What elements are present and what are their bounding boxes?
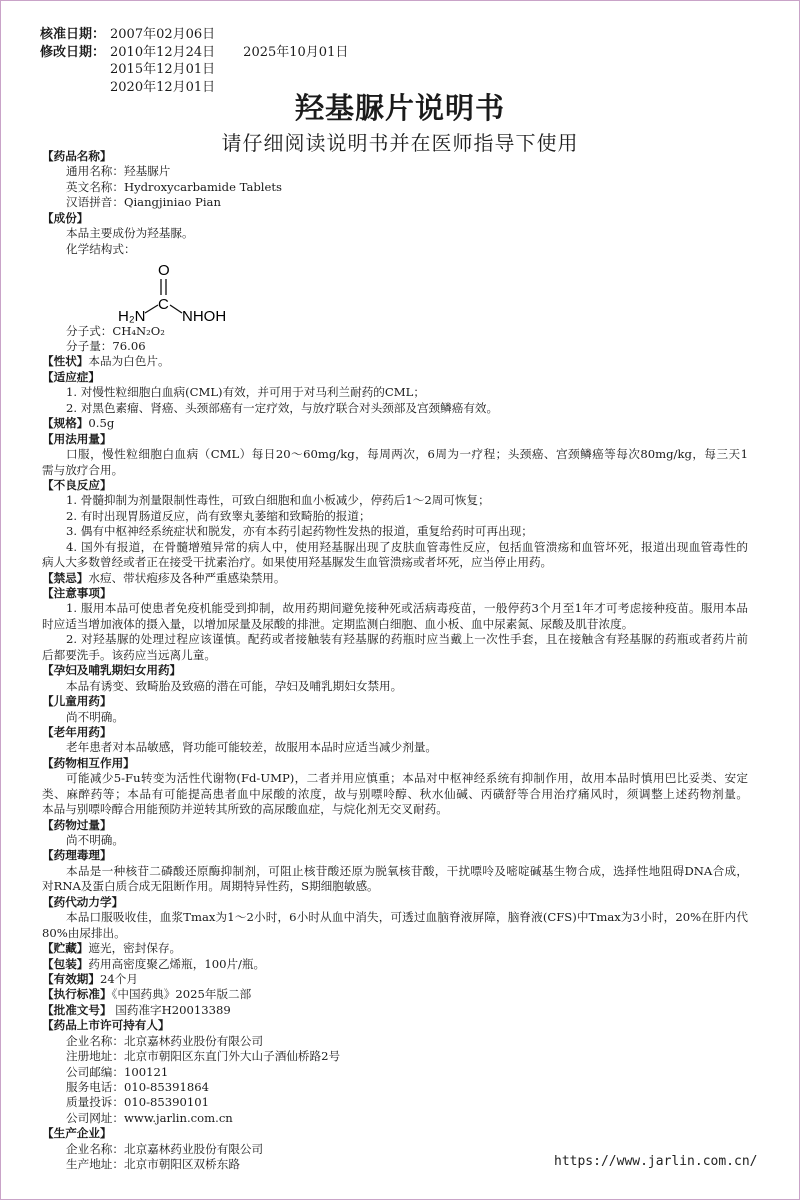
section-heading: 【药理毒理】 <box>42 848 112 863</box>
section-heading: 【用法用量】 <box>42 431 112 446</box>
section-heading: 【贮藏】 <box>42 941 89 956</box>
section-inline-text: 药用高密度聚乙烯瓶，100片/瓶。 <box>88 956 266 971</box>
section-heading: 【生产企业】 <box>42 1126 112 1141</box>
body-text-continuation: 类、麻醉药等；本品有可能提高患者血中尿酸的浓度，故与别嘌呤醇、秋水仙碱、丙磺舒等合用治疗痛风时，须调整上述药物剂量。 <box>42 786 748 801</box>
section-heading: 【有效期】 <box>42 971 100 986</box>
section-inline-text: 国药准字H20013389 <box>111 1002 231 1017</box>
section-heading: 【性状】 <box>42 354 89 369</box>
body-text-line: 1. 对慢性粒细胞白血病(CML)有效，并可用于对马利兰耐药的CML； <box>66 385 425 400</box>
section-heading: 【不良反应】 <box>42 477 112 492</box>
revision-date-label: 修改日期： <box>40 44 106 60</box>
body-text-line: 公司网址：www.jarlin.com.cn <box>66 1110 233 1125</box>
body-text-line: 企业名称：北京嘉林药业股份有限公司 <box>66 1141 264 1156</box>
body-text-continuation: 时应适当增加液体的摄入量，以增加尿量及尿酸的排泄。定期监测白细胞、血小板、血中尿素氮、尿酸及肌苷浓度。 <box>42 616 634 631</box>
section-heading: 【老年用药】 <box>42 724 112 739</box>
body-text-line: 公司邮编：100121 <box>66 1064 169 1079</box>
body-text-line: 尚不明确。 <box>66 709 124 724</box>
body-text-continuation: 后都要洗手。该药应当远离儿童。 <box>42 647 216 662</box>
section-heading-line <box>42 818 748 833</box>
body-text-line: 本品口服吸收佳，血浆Tmax为1～2小时，6小时从血中消失，可透过血脑脊液屏障，脑脊液(CFS)中Tmax为3小时，20%在肝内代 <box>66 910 748 925</box>
body-text-line: 尚不明确。 <box>66 833 124 847</box>
section-heading-line <box>42 1018 748 1033</box>
body-text-line: 汉语拼音：Qiangjiniao Pian <box>66 195 221 210</box>
body-text-continuation: 80%由尿排出。 <box>42 925 126 940</box>
body-text-continuation: 对RNA及蛋白质合成无阻断作用。周期特异性药，S期细胞敏感。 <box>42 879 379 894</box>
section-heading: 【药品上市许可持有人】 <box>42 1018 170 1033</box>
body-text-line: 2. 有时出现胃肠道反应，尚有致睾丸萎缩和致畸胎的报道； <box>66 508 371 523</box>
body-text-line: 注册地址：北京市朝阳区东直门外大山子酒仙桥路2号 <box>66 1049 341 1064</box>
section-heading-line <box>42 211 748 226</box>
revision-date: 2025年10月01日 <box>243 44 349 60</box>
body-text-continuation: 病人大多数曾经或者正在接受干扰素治疗。如果使用羟基脲发生血管溃疡或者坏死，应当停止用药。 <box>42 555 553 570</box>
section-heading: 【药物相互作用】 <box>42 755 135 770</box>
section-heading-line <box>42 663 748 678</box>
revision-date: 2015年12月01日 <box>110 62 216 77</box>
section-inline-text: 《中国药典》2025年版二部 <box>111 987 252 1002</box>
hydroxyurea-structure-diagram <box>112 257 252 323</box>
structure-group-hydroxyamine: NHOH <box>182 308 227 324</box>
chemical-structure <box>42 257 748 324</box>
body-text-line: 质量投诉：010-85390101 <box>66 1095 210 1110</box>
section-heading-line <box>42 416 748 431</box>
structure-atom-c: C <box>158 296 169 314</box>
section-heading-line <box>42 1003 748 1018</box>
revision-date-row <box>40 61 348 79</box>
body-text-line: 口服，慢性粒细胞白血病（CML）每日20～60mg/kg，每周两次，6周为一疗程；头颈癌、宫颈鳞癌等每次80mg/kg，每三天1 <box>66 447 748 462</box>
section-heading-line <box>42 1126 748 1141</box>
section-heading-line <box>42 848 748 863</box>
section-inline-text: 本品为白色片。 <box>88 354 170 369</box>
section-heading: 【儿童用药】 <box>42 694 112 709</box>
document-title: 羟基脲片说明书 <box>294 91 505 125</box>
section-heading: 【批准文号】 <box>42 1002 112 1017</box>
section-heading-line <box>42 756 748 771</box>
revision-date-row <box>40 44 348 62</box>
body-text-line: 英文名称：Hydroxycarbamide Tablets <box>66 179 282 194</box>
body-text-line: 老年患者对本品敏感，肾功能可能较差，故服用本品时应适当减少剂量。 <box>66 740 438 755</box>
body-text-line: 本品有诱变、致畸胎及致癌的潜在可能，孕妇及哺乳期妇女禁用。 <box>66 678 403 693</box>
section-heading-line <box>42 478 748 493</box>
body-text-line: 服务电话：010-85391864 <box>66 1080 210 1094</box>
section-heading: 【注意事项】 <box>42 586 112 600</box>
body-text-line: 1. 服用本品可使患者免疫机能受到抑制，故用药期间避免接种死或活病毒疫苗，一般停药3个月至1年才可考虑接种疫苗。服用本品 <box>66 601 748 616</box>
revision-date: 2020年12月01日 <box>110 79 216 95</box>
section-heading: 【药物过量】 <box>42 817 112 832</box>
section-heading-line <box>42 586 748 601</box>
body-text-continuation: 需与放疗合用。 <box>42 462 124 477</box>
section-heading-line <box>42 895 748 910</box>
section-heading: 【孕妇及哺乳期妇女用药】 <box>42 663 182 678</box>
approval-date-row <box>40 26 348 44</box>
body-text-line: 化学结构式： <box>66 241 136 256</box>
section-heading: 【包装】 <box>42 956 89 971</box>
section-heading: 【成份】 <box>42 210 89 225</box>
body-text-line: 本品是一种核苷二磷酸还原酶抑制剂，可阻止核苷酸还原为脱氧核苷酸，干扰嘌呤及嘧啶碱基生物合成，选择性地阻碍DNA合成， <box>66 863 748 878</box>
section-inline-text: 遮光，密封保存。 <box>88 941 182 956</box>
body-text-line: 3. 偶有中枢神经系统症状和脱发，亦有本药引起药物性发热的报道，重复给药时可再出现； <box>66 524 533 539</box>
body-text-line: 分子式：CH₄N₂O₂ <box>66 323 165 338</box>
body-text-line: 2. 对羟基脲的处理过程应该谨慎。配药或者接触装有羟基脲的药瓶时应当戴上一次性手套，且在接触含有羟基脲的药瓶或者药片前 <box>66 632 748 647</box>
section-heading: 【药代动力学】 <box>42 894 124 909</box>
leaflet-body <box>42 149 748 1173</box>
body-text-continuation: 本品与别嘌呤醇合用能预防并逆转其所致的高尿酸血症，与烷化剂无交叉耐药。 <box>42 802 448 817</box>
section-heading-line <box>42 987 748 1002</box>
section-heading-line <box>42 571 748 586</box>
body-text-line: 可能减少5-Fu转变为活性代谢物(Fd-UMP)，二者并用应慎重；本品对中枢神经系统有抑制作用，故用本品时慎用巴比妥类、安定 <box>66 771 748 786</box>
body-text-line: 1. 骨髓抑制为剂量限制性毒性，可致白细胞和血小板减少，停药后1～2周可恢复； <box>66 493 490 508</box>
section-heading-line <box>42 370 748 385</box>
approval-date: 2007年02月06日 <box>110 27 216 42</box>
structure-atom-o: O <box>158 262 170 280</box>
section-heading-line <box>42 941 748 956</box>
section-heading-line <box>42 694 748 709</box>
document-subtitle: 请仔细阅读说明书并在医师指导下使用 <box>221 131 579 155</box>
body-text-line: 生产地址：北京市朝阳区双桥东路 <box>66 1157 240 1172</box>
revision-date: 2010年12月24日 <box>110 44 216 60</box>
body-text-line: 通用名称：羟基脲片 <box>66 164 171 179</box>
section-inline-text: 0.5g <box>88 416 115 431</box>
section-inline-text: 24个月 <box>99 971 138 986</box>
body-text-line: 4. 国外有报道，在骨髓增殖异常的病人中，使用羟基脲出现了皮肤血管毒性反应，包括血管溃疡和血管坏死，报道出现血管毒性的 <box>66 539 748 554</box>
section-heading-line <box>42 149 748 164</box>
structure-group-amine: H₂N <box>118 308 146 324</box>
section-heading-line <box>42 725 748 740</box>
section-heading-line <box>42 957 748 972</box>
section-inline-text: 水痘、带状疱疹及各种严重感染禁用。 <box>88 570 286 585</box>
section-heading: 【执行标准】 <box>42 987 112 1002</box>
body-text-line: 企业名称：北京嘉林药业股份有限公司 <box>66 1033 264 1048</box>
section-heading-line <box>42 432 748 447</box>
approval-date-label: 核准日期： <box>40 27 106 42</box>
body-text-line: 分子量：76.06 <box>66 339 146 353</box>
section-heading: 【规格】 <box>42 416 89 431</box>
section-heading: 【适应症】 <box>42 369 100 384</box>
section-heading: 【禁忌】 <box>42 570 89 585</box>
body-text-line: 2. 对黑色素瘤、肾癌、头颈部癌有一定疗效，与放疗联合对头颈部及宫颈鳞癌有效。 <box>66 400 499 415</box>
section-heading-line <box>42 972 748 987</box>
footer-url: https://www.jarlin.com.cn/ <box>554 1154 758 1169</box>
section-heading-line <box>42 354 748 369</box>
body-text-line: 本品主要成份为羟基脲。 <box>66 226 194 241</box>
section-heading: 【药品名称】 <box>42 149 112 163</box>
